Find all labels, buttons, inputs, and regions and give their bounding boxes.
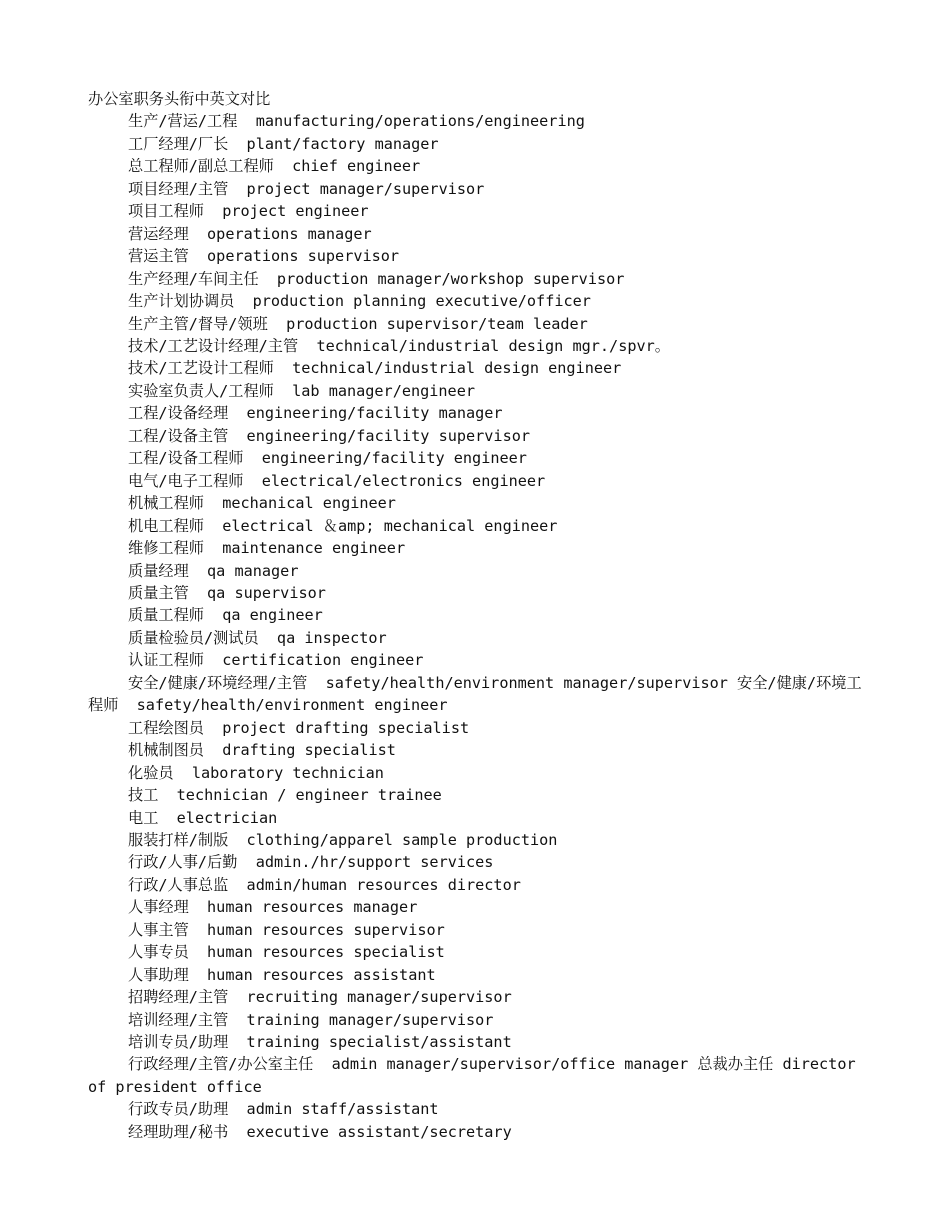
entry-line: 工程/设备工程师 engineering/facility engineer	[128, 449, 527, 468]
entry-line: 人事主管 human resources supervisor	[128, 920, 445, 939]
entry-line: 营运主管 operations supervisor	[128, 247, 400, 266]
entry-line: 技术/工艺设计经理/主管 technical/industrial design mgr./spvr。	[128, 336, 670, 355]
entry-line: 行政经理/主管/办公室主任 admin manager/supervisor/office manager 总裁办主任 director of president office	[88, 1055, 865, 1096]
entry-line: 人事助理 human resources assistant	[128, 965, 436, 984]
entry-line: 招聘经理/主管 recruiting manager/supervisor	[128, 988, 512, 1007]
entry-line: 机械制图员 drafting specialist	[128, 741, 396, 760]
entry-line: 认证工程师 certification engineer	[128, 651, 424, 670]
entry-line: 质量工程师 qa engineer	[128, 606, 323, 625]
entry-line: 化验员 laboratory technician	[128, 763, 384, 782]
entry-line: 生产/营运/工程 manufacturing/operations/engineering	[128, 112, 585, 131]
entry-line: 行政专员/助理 admin staff/assistant	[128, 1100, 439, 1119]
entry-line: 技术/工艺设计工程师 technical/industrial design engineer	[128, 359, 622, 378]
document-title: 办公室职务头衔中英文对比	[88, 90, 271, 108]
entry-line: 人事专员 human resources specialist	[128, 943, 445, 962]
entry-line: 经理助理/秘书 executive assistant/secretary	[128, 1122, 512, 1141]
entry-line: 服装打样/制版 clothing/apparel sample production	[128, 830, 558, 849]
document-page	[88, 88, 868, 1143]
entry-line: 培训专员/助理 training specialist/assistant	[128, 1033, 512, 1052]
entry-line: 实验室负责人/工程师 lab manager/engineer	[128, 381, 475, 400]
entry-line: 安全/健康/环境经理/主管 safety/health/environment manager/supervisor 安全/健康/环境工程师 safety/health/environment engineer	[88, 673, 862, 715]
entry-line: 工程/设备主管 engineering/facility supervisor	[128, 426, 531, 445]
entry-line: 人事经理 human resources manager	[128, 898, 418, 917]
entry-line: 机械工程师 mechanical engineer	[128, 494, 396, 513]
entry-line: 项目工程师 project engineer	[128, 202, 369, 221]
entry-line: 维修工程师 maintenance engineer	[128, 539, 406, 558]
entry-line: 生产计划协调员 production planning executive/officer	[128, 292, 591, 311]
entry-line: 电工 electrician	[128, 808, 278, 827]
entry-line: 工程/设备经理 engineering/facility manager	[128, 404, 503, 423]
entry-line: 生产经理/车间主任 production manager/workshop supervisor	[128, 269, 625, 288]
entry-line: 电气/电子工程师 electrical/electronics engineer	[128, 471, 546, 490]
entry-line: 质量检验员/测试员 qa inspector	[128, 628, 387, 647]
entry-line: 行政/人事/后勤 admin./hr/support services	[128, 853, 494, 872]
entry-line: 工程绘图员 project drafting specialist	[128, 718, 470, 737]
entry-line: 生产主管/督导/领班 production supervisor/team leader	[128, 314, 588, 333]
entry-line: 机电工程师 electrical ＆amp; mechanical engineer	[128, 516, 558, 535]
entry-line: 项目经理/主管 project manager/supervisor	[128, 179, 485, 198]
entry-line: 技工 technician / engineer trainee	[128, 786, 442, 805]
entry-line: 质量主管 qa supervisor	[128, 583, 326, 602]
entry-line: 培训经理/主管 training manager/supervisor	[128, 1010, 494, 1029]
entry-line: 营运经理 operations manager	[128, 224, 372, 243]
entry-line: 工厂经理/厂长 plant/factory manager	[128, 134, 439, 153]
entry-line: 行政/人事总监 admin/human resources director	[128, 875, 521, 894]
entry-line: 质量经理 qa manager	[128, 561, 299, 580]
entry-line: 总工程师/副总工程师 chief engineer	[128, 157, 421, 176]
